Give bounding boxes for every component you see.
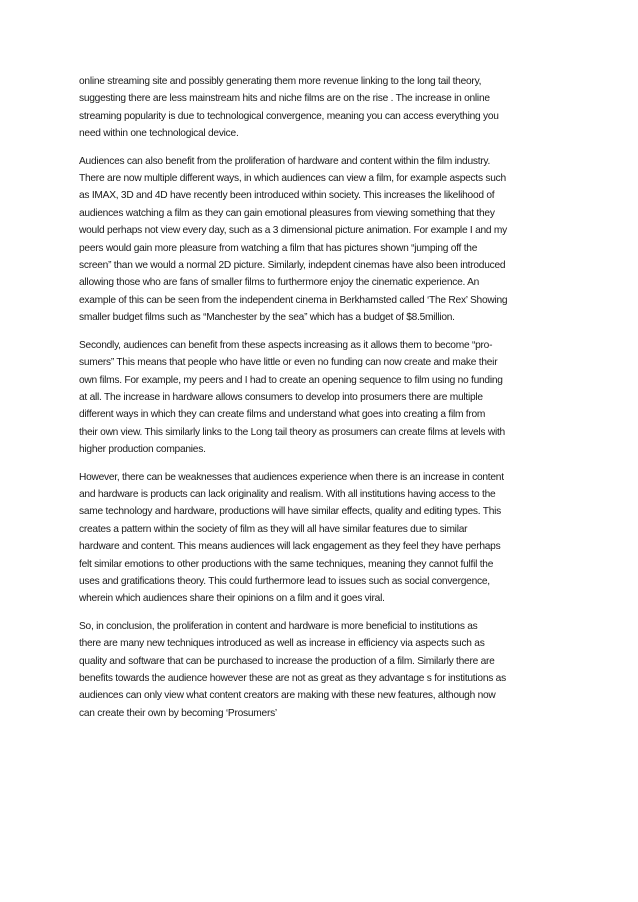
text-line: and hardware is products can lack originality and realism. With all institutions having access to the <box>79 488 496 500</box>
text-line: uses and gratifications theory. This could furthermore lead to issues such as social convergence, <box>79 575 490 587</box>
text-line: smaller budget films such as “Manchester by the sea” which has a budget of $8.5million. <box>79 312 455 324</box>
text-line: own films. For example, my peers and I had to create an opening sequence to film using no funding <box>79 374 503 386</box>
text-line: screen” than we would a normal 2D picture. Similarly, indepdent cinemas have also been introduced <box>79 260 506 272</box>
text-line: as IMAX, 3D and 4D have recently been introduced within society. This increases the likelihood of <box>79 190 495 202</box>
text-line: peers would gain more pleasure from watching a film that has pictures shown “jumping off the <box>79 242 478 254</box>
text-line: different ways in which they can create films and understand what goes into creating a film from <box>79 409 486 421</box>
text-line: at all. The increase in hardware allows consumers to develop into prosumers there are multiple <box>79 391 483 403</box>
text-line: So, in conclusion, the proliferation in content and hardware is more beneficial to institutions as <box>79 620 478 632</box>
paragraph <box>79 469 563 608</box>
text-line: allowing those who are fans of smaller films to furthermore enjoy the cinematic experience. An <box>79 277 480 289</box>
text-line: would perhaps not view every day, such as a 3 dimensional picture animation. For example I and my <box>79 225 508 237</box>
text-line: There are now multiple different ways, in which audiences can view a film, for example aspects such <box>79 173 506 185</box>
text-line: online streaming site and possibly generating them more revenue linking to the long tail theory, <box>79 76 482 87</box>
text-line: example of this can be seen from the independent cinema in Berkhamsted called ‘The Rex’ Showing <box>79 294 508 306</box>
text-line: same technology and hardware, productions will have similar effects, quality and editing types. This <box>79 506 501 518</box>
text-line: wherein which audiences share their opinions on a film and it goes viral. <box>79 593 385 605</box>
text-line: felt similar emotions to other productions with the same techniques, meaning they cannot fulfil the <box>79 558 494 570</box>
paragraph <box>79 618 563 722</box>
text-line: quality and software that can be purchased to increase the production of a film. Similarly there are <box>79 655 495 667</box>
paragraph <box>79 337 563 459</box>
text-line: Secondly, audiences can benefit from these aspects increasing as it allows them to become “pro- <box>79 339 493 351</box>
paragraph <box>79 153 563 327</box>
text-line: hardware and content. This means audiences will lack engagement as they feel they have perhaps <box>79 541 501 553</box>
text-line: need within one technological device. <box>79 128 239 140</box>
text-line: However, there can be weaknesses that audiences experience when there is an increase in content <box>79 471 504 483</box>
text-line: benefits towards the audience however these are not as great as they advantage s for institutions as <box>79 673 506 684</box>
paragraph <box>79 73 563 143</box>
text-line: streaming popularity is due to technological convergence, meaning you can access everything you <box>79 110 499 122</box>
text-line: audiences watching a film as they can gain emotional pleasures from viewing something that they <box>79 207 495 219</box>
text-line: their own view. This similarly links to the Long tail theory as prosumers can create films at levels with <box>79 426 505 438</box>
text-line: higher production companies. <box>79 444 206 456</box>
text-line: can create their own by becoming ‘Prosumers’ <box>79 707 277 719</box>
document-body <box>79 73 563 732</box>
text-line: creates a pattern within the society of film as they will all have similar features due to similar <box>79 523 468 535</box>
text-line: Audiences can also benefit from the proliferation of hardware and content within the film industry. <box>79 155 491 167</box>
text-line: audiences can only view what content creators are making with these new features, although now <box>79 690 496 702</box>
text-line: sumers” This means that people who have little or even no funding can now create and make their <box>79 357 498 369</box>
text-line: there are many new techniques introduced as well as increase in efficiency via aspects such as <box>79 638 485 650</box>
text-line: suggesting there are less mainstream hits and niche films are on the rise . The increase in online <box>79 93 490 105</box>
